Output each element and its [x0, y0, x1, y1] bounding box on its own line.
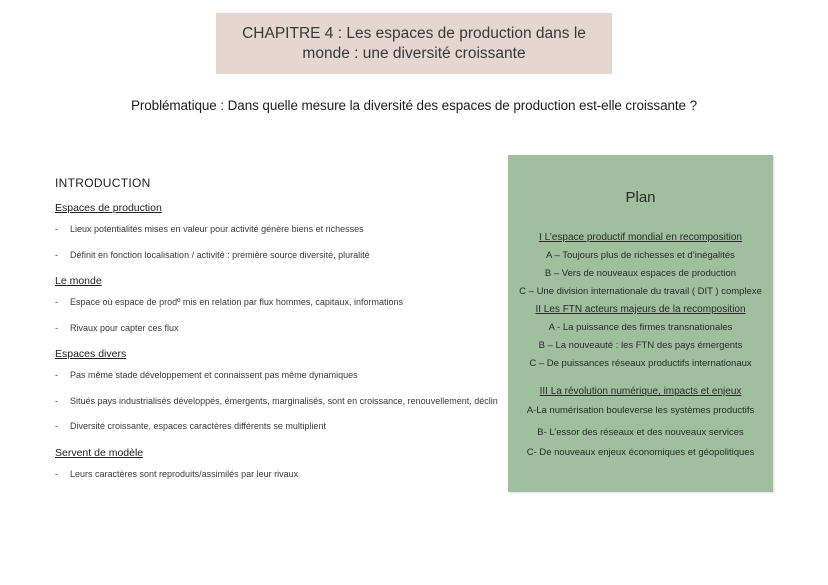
list-item: - Rivaux pour capter ces flux: [55, 321, 500, 341]
list-item: - Définit en fonction localisation / activité : première source diversité, pluralité: [55, 248, 500, 268]
plan-item: A – Toujours plus de richesses et d’inégalités: [546, 250, 735, 261]
dash-bullet: -: [55, 395, 58, 406]
list-item: - Espace où espace de prodº mis en relation par flux hommes, capitaux, informations: [55, 295, 500, 315]
list-item: - Pas même stade développement et connaissent pas même dynamiques: [55, 368, 500, 388]
plan-item: A - La puissance des firmes transnationales: [548, 322, 733, 333]
list-item: - Situés pays industrialisés développés, émergents, marginalisés, sont en croissance, renouvellement, déclin: [55, 394, 500, 414]
plan-item: A-La numérisation bouleverse les systèmes productifs: [526, 405, 755, 416]
plan-part-title: II Les FTN acteurs majeurs de la recomposition: [535, 304, 746, 315]
section-heading: Servent de modèle: [55, 446, 144, 459]
plan-item: C – De puissances réseaux productifs internationaux: [529, 358, 752, 369]
introduction-heading: INTRODUCTION: [55, 176, 151, 190]
chapter-title-line-2: monde : une diversité croissante: [302, 44, 526, 62]
plan-item: C – Une division internationale du travail ( DIT ) complexe: [519, 286, 762, 297]
plan-item: B- L’essor des réseaux et des nouveaux services: [537, 427, 744, 438]
list-item: - Lieux potentialités mises en valeur pour activité génère biens et richesses: [55, 222, 500, 242]
plan-item: B – Vers de nouveaux espaces de production: [544, 268, 737, 279]
section-heading: Espaces de production: [55, 202, 162, 214]
plan-item: B – La nouveauté : les FTN des pays émergents: [538, 340, 743, 351]
dash-bullet: -: [55, 468, 58, 479]
dash-bullet: -: [55, 297, 58, 307]
list-item: - Diversité croissante, espaces caractères différents se multiplient: [55, 419, 500, 439]
plan-part-title: I L’espace productif mondial en recomposition: [539, 232, 742, 243]
plan-title: Plan: [625, 189, 656, 206]
section-heading: Espaces divers: [55, 348, 127, 360]
chapter-title-line-1: CHAPITRE 4 : Les espaces de production dans le: [242, 24, 586, 42]
plan-part-title: III La révolution numérique, impacts et enjeux: [539, 386, 742, 397]
plan-item: C- De nouveaux enjeux économiques et géopolitiques: [526, 447, 755, 458]
dash-bullet: -: [55, 224, 58, 234]
dash-bullet: -: [55, 370, 58, 380]
chapter-title-box: [216, 13, 612, 74]
problematique: Problématique : Dans quelle mesure la diversité des espaces de production est-elle croissante ?: [130, 98, 698, 113]
dash-bullet: -: [55, 322, 58, 333]
dash-bullet: -: [55, 249, 58, 260]
list-item: - Leurs caractères sont reproduits/assimilés par leur rivaux: [55, 467, 500, 487]
introduction-section: [55, 176, 500, 492]
plan-box: [508, 155, 773, 492]
dash-bullet: -: [55, 421, 58, 431]
section-heading: Le monde: [55, 275, 102, 287]
